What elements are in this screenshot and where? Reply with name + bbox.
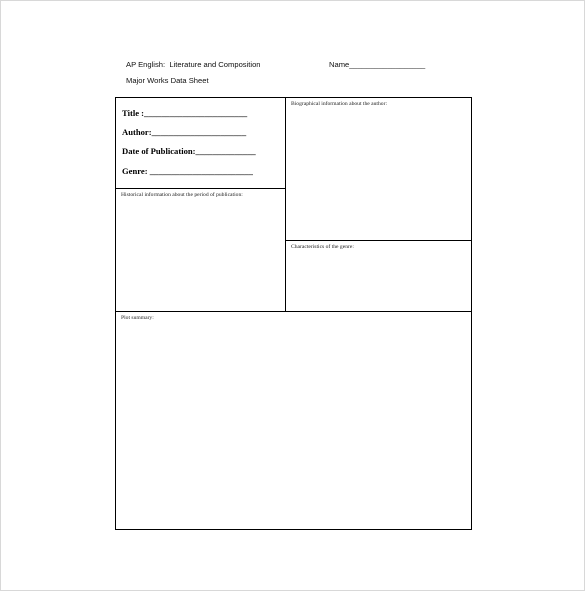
genre-field: Genre: ________________________ (122, 166, 253, 176)
publication-date-field: Date of Publication:______________ (122, 146, 256, 156)
biographical-info-box (285, 97, 472, 241)
title-field: Title :________________________ (122, 108, 248, 118)
plot-summary-box (115, 311, 472, 530)
sheet-title: Major Works Data Sheet (126, 76, 209, 85)
genre-characteristics-box (285, 240, 472, 312)
biographical-info-label: Biographical information about the author: (291, 101, 388, 107)
plot-summary-label: Plot summary: (121, 315, 154, 321)
work-details-box (115, 97, 286, 189)
author-field: Author:______________________ (122, 127, 247, 137)
historical-info-label: Historical information about the period of publication: (121, 192, 243, 198)
name-field-label: Name__________________ (329, 60, 426, 69)
genre-characteristics-label: Characteristics of the genre: (291, 244, 354, 250)
historical-info-box (115, 188, 286, 312)
course-title: AP English: Literature and Composition (126, 60, 261, 69)
